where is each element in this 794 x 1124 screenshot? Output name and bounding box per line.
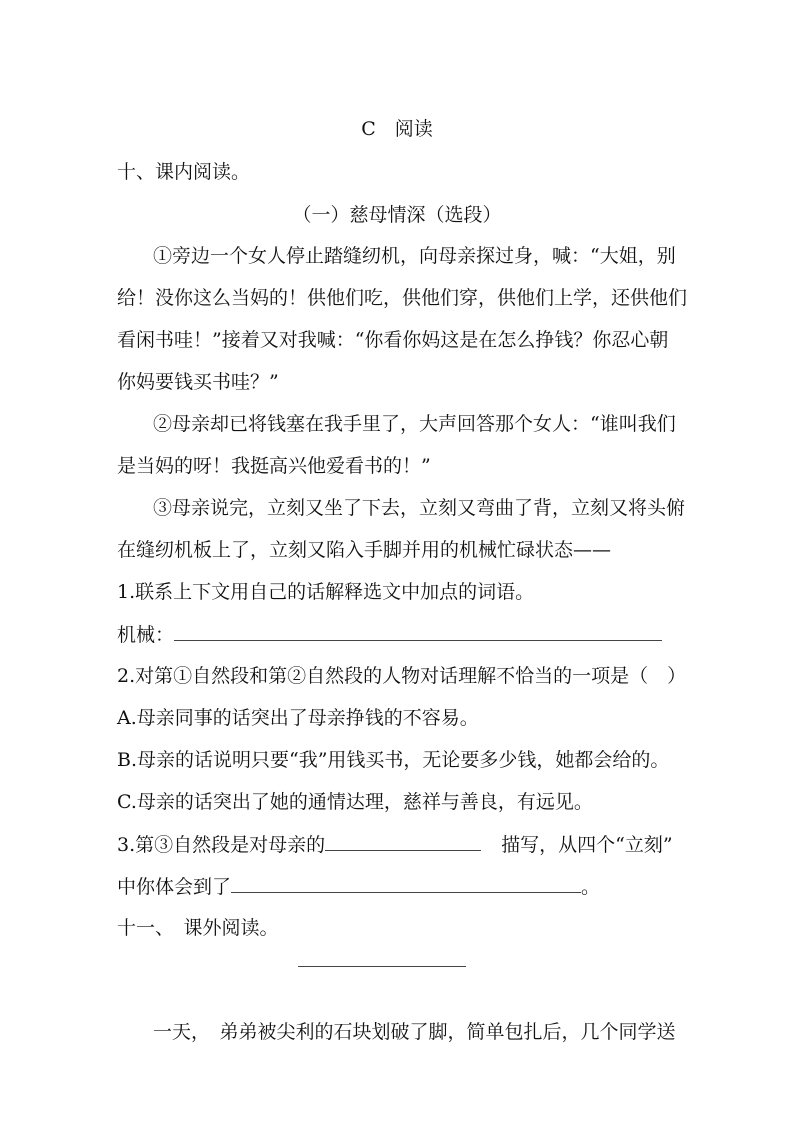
title-blank[interactable] xyxy=(298,966,466,967)
answer-blank[interactable] xyxy=(231,874,581,893)
part10-heading: 十、课内阅读。 xyxy=(117,161,251,183)
question-1-prompt: 1.联系上下文用自己的话解释选文中加点的词语。 xyxy=(117,581,535,603)
question-1-term: 机械： xyxy=(117,624,175,646)
question-3-row-1 xyxy=(117,832,673,857)
question-3-row-2 xyxy=(117,874,600,899)
question-3-text: 。 xyxy=(581,876,601,898)
part11-heading: 十一、 课外阅读。 xyxy=(117,917,279,939)
question-3-text: 描写，从四个“立刻” xyxy=(501,834,673,856)
para2-line: 是当妈的呀！我挺高兴他爱看书的！” xyxy=(117,455,431,477)
para1-line: 给！没你这么当妈的！供他们吃，供他们穿，供他们上学，还供他们 xyxy=(117,287,688,309)
para1-line: 看闲书哇！”接着又对我喊：“你看你妈这是在怎么挣钱？你忍心朝 xyxy=(117,329,669,351)
para3-line: ③母亲说完，立刻又坐了下去，立刻又弯曲了背，立刻又将头俯 xyxy=(153,497,686,519)
para3-line: 在缝纫机板上了，立刻又陷入手脚并用的机械忙碌状态—— xyxy=(117,539,612,561)
question-1-answer-row xyxy=(117,622,662,647)
question-2-option-b[interactable]: B.母亲的话说明只要“我”用钱买书，无论要多少钱，她都会给的。 xyxy=(117,749,670,771)
question-2-option-a[interactable]: A.母亲同事的话突出了母亲挣钱的不容易。 xyxy=(117,707,479,729)
passage2-line: 一天， 弟弟被尖利的石块划破了脚，简单包扎后，几个同学送 xyxy=(153,1021,676,1043)
question-2-option-c[interactable]: C.母亲的话突出了她的通情达理，慈祥与善良，有远见。 xyxy=(117,791,593,813)
answer-blank[interactable] xyxy=(174,622,662,641)
para1-line: 你妈要钱买书哇？” xyxy=(117,371,279,393)
question-3-text: 中你体会到了 xyxy=(117,876,232,898)
answer-blank[interactable] xyxy=(325,832,481,851)
para2-line: ②母亲却已将钱塞在我手里了，大声回答那个女人：“谁叫我们 xyxy=(153,413,676,435)
question-2-prompt: 2.对第①自然段和第②自然段的人物对话理解不恰当的一项是（ ） xyxy=(117,665,687,687)
passage-title: （一）慈母情深（选段） xyxy=(292,204,502,226)
question-3-text: 3.第③自然段是对母亲的 xyxy=(117,834,326,856)
para1-line: ①旁边一个女人停止踏缝纫机，向母亲探过身，喊：“大姐，别 xyxy=(153,245,676,267)
section-title: C 阅读 xyxy=(361,118,433,140)
